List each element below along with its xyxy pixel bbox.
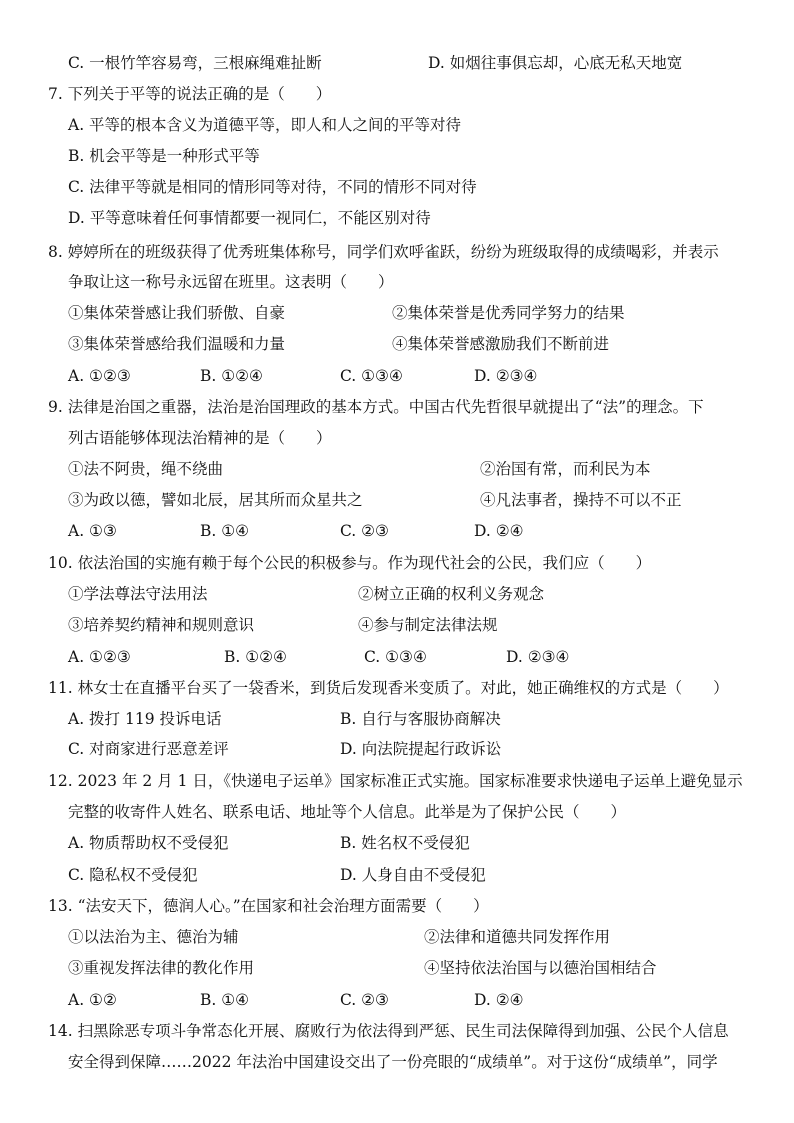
- q8-item-2: ②集体荣誉是优秀同学努力的结果: [392, 304, 625, 322]
- q7-option-a-row: [0, 113, 794, 137]
- question-stem: 12. 2023 年 2 月 1 日，《快递电子运单》国家标准正式实施。国家标准要求快递电子运单上避免显示: [48, 772, 743, 790]
- q13-stem: [0, 894, 794, 918]
- question-stem: 9. 法律是治国之重器，法治是治国理政的基本方式。中国古代先哲很早就提出了“法”的理念。下: [48, 398, 704, 416]
- q8-item-3: ③集体荣誉感给我们温暖和力量: [68, 335, 286, 353]
- q11-options-row2: [0, 737, 794, 761]
- q7-option-c: C. 法律平等就是相同的情形同等对待，不同的情形不同对待: [68, 178, 477, 196]
- q12-options-row2: [0, 863, 794, 887]
- question-stem: 8. 婷婷所在的班级获得了优秀班集体称号，同学们欢呼雀跃，纷纷为班级取得的成绩喝彩，并表示: [48, 243, 719, 261]
- q11-options-row1: [0, 707, 794, 731]
- question-stem-continued: 争取让这一称号永远留在班里。这表明（ ）: [68, 273, 394, 291]
- q11-option-b: B. 自行与客服协商解决: [340, 710, 501, 728]
- q13-option-a: A. ①②: [68, 991, 117, 1009]
- q7-option-c-row: [0, 175, 794, 199]
- q11-option-a: A. 拨打 119 投诉电话: [68, 710, 222, 728]
- q12-stem-line1: [0, 769, 794, 793]
- q10-item-2: ②树立正确的权利义务观念: [358, 585, 545, 603]
- q12-option-d: D. 人身自由不受侵犯: [340, 866, 486, 884]
- q9-items-row1: [0, 457, 794, 481]
- q14-stem-line2: [0, 1050, 794, 1074]
- q8-option-b: B. ①②④: [200, 367, 263, 385]
- q6-options-cd: [0, 51, 794, 75]
- q6-option-d: D. 如烟往事俱忘却，心底无私天地宽: [428, 54, 683, 72]
- q10-options: [0, 645, 794, 669]
- q12-stem-line2: [0, 800, 794, 824]
- q9-item-1: ①法不阿贵，绳不绕曲: [68, 460, 224, 478]
- q13-items-row2: [0, 956, 794, 980]
- question-stem-continued: 安全得到保障……2022 年法治中国建设交出了一份亮眼的“成绩单”。对于这份“成绩单”，同学: [68, 1053, 718, 1071]
- q13-options: [0, 988, 794, 1012]
- q7-option-b: B. 机会平等是一种形式平等: [68, 147, 260, 165]
- q9-options: [0, 519, 794, 543]
- question-stem: 14. 扫黑除恶专项斗争常态化开展、腐败行为依法得到严惩、民生司法保障得到加强、公民个人信息: [48, 1022, 729, 1040]
- q8-item-1: ①集体荣誉感让我们骄傲、自豪: [68, 304, 286, 322]
- q10-option-d: D. ②③④: [506, 648, 570, 666]
- q9-stem-line1: [0, 395, 794, 419]
- question-stem: 11. 林女士在直播平台买了一袋香米，到货后发现香米变质了。对此，她正确维权的方式是（ ）: [48, 679, 729, 697]
- q10-option-b: B. ①②④: [224, 648, 287, 666]
- q10-item-3: ③培养契约精神和规则意识: [68, 616, 255, 634]
- q9-option-a: A. ①③: [68, 522, 117, 540]
- q8-item-4: ④集体荣誉感激励我们不断前进: [392, 335, 610, 353]
- q13-option-c: C. ②③: [340, 991, 389, 1009]
- question-stem: 13. “法安天下，德润人心。”在国家和社会治理方面需要（ ）: [48, 897, 489, 915]
- q8-option-c: C. ①③④: [340, 367, 403, 385]
- q8-option-d: D. ②③④: [474, 367, 538, 385]
- q7-option-b-row: [0, 144, 794, 168]
- q12-option-c: C. 隐私权不受侵犯: [68, 866, 198, 884]
- q13-option-b: B. ①④: [200, 991, 250, 1009]
- q9-items-row2: [0, 488, 794, 512]
- q14-stem-line1: [0, 1019, 794, 1043]
- q6-option-c: C. 一根竹竿容易弯，三根麻绳难扯断: [68, 54, 322, 72]
- q11-stem: [0, 676, 794, 700]
- q10-items-row2: [0, 613, 794, 637]
- q10-items-row1: [0, 582, 794, 606]
- q9-stem-line2: [0, 426, 794, 450]
- q9-option-d: D. ②④: [474, 522, 524, 540]
- q11-option-c: C. 对商家进行恶意差评: [68, 740, 229, 758]
- q8-items-row1: [0, 301, 794, 325]
- q13-items-row1: [0, 925, 794, 949]
- question-stem-continued: 完整的收寄件人姓名、联系电话、地址等个人信息。此举是为了保护公民（ ）: [68, 803, 627, 821]
- q12-options-row1: [0, 831, 794, 855]
- q11-option-d: D. 向法院提起行政诉讼: [340, 740, 502, 758]
- q10-stem: [0, 551, 794, 575]
- q10-item-4: ④参与制定法律法规: [358, 616, 498, 634]
- q8-option-a: A. ①②③: [68, 367, 131, 385]
- q9-item-3: ③为政以德，譬如北辰，居其所而众星共之: [68, 491, 363, 509]
- q13-item-3: ③重视发挥法律的教化作用: [68, 959, 255, 977]
- q12-option-b: B. 姓名权不受侵犯: [340, 834, 470, 852]
- q13-item-4: ④坚持依法治国与以德治国相结合: [424, 959, 657, 977]
- q9-option-c: C. ②③: [340, 522, 389, 540]
- q8-stem-line2: [0, 270, 794, 294]
- q8-items-row2: [0, 332, 794, 356]
- q7-option-d-row: [0, 206, 794, 230]
- q8-stem-line1: [0, 240, 794, 264]
- q7-option-a: A. 平等的根本含义为道德平等，即人和人之间的平等对待: [68, 116, 462, 134]
- q13-item-2: ②法律和道德共同发挥作用: [424, 928, 611, 946]
- q10-option-c: C. ①③④: [364, 648, 427, 666]
- q13-item-1: ①以法治为主、德治为辅: [68, 928, 239, 946]
- question-stem: 7. 下列关于平等的说法正确的是（ ）: [48, 85, 332, 103]
- q9-item-4: ④凡法事者，操持不可以不正: [480, 491, 682, 509]
- q9-item-2: ②治国有常，而利民为本: [480, 460, 651, 478]
- q13-option-d: D. ②④: [474, 991, 524, 1009]
- q10-option-a: A. ①②③: [68, 648, 131, 666]
- q8-options: [0, 364, 794, 388]
- q7-stem: [0, 82, 794, 106]
- question-stem-continued: 列古语能够体现法治精神的是（ ）: [68, 429, 332, 447]
- q7-option-d: D. 平等意味着任何事情都要一视同仁，不能区别对待: [68, 209, 431, 227]
- q10-item-1: ①学法尊法守法用法: [68, 585, 208, 603]
- q12-option-a: A. 物质帮助权不受侵犯: [68, 834, 229, 852]
- q9-option-b: B. ①④: [200, 522, 250, 540]
- question-stem: 10. 依法治国的实施有赖于每个公民的积极参与。作为现代社会的公民，我们应（ ）: [48, 554, 652, 572]
